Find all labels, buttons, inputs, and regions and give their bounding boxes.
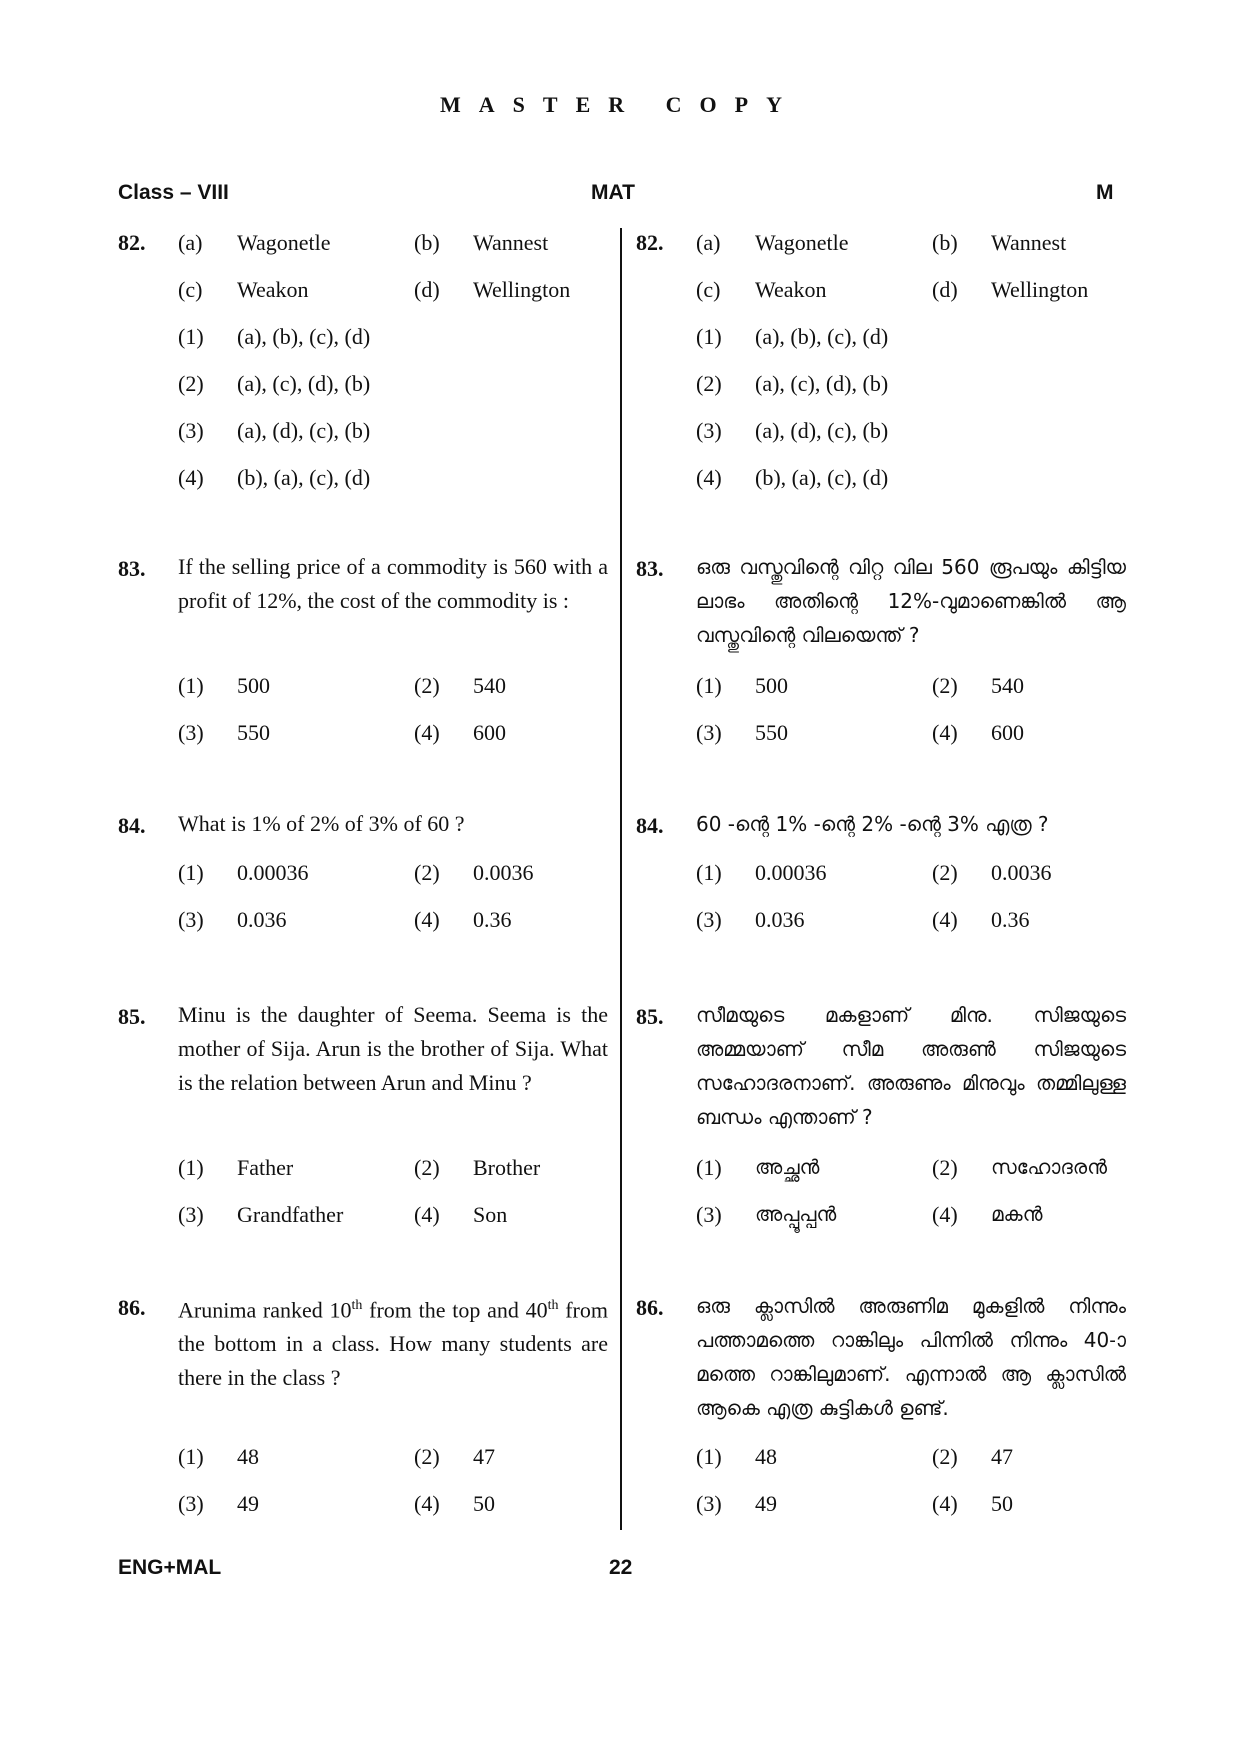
subject-label: MAT	[591, 181, 635, 204]
question-stem: സീമയുടെ മകളാണ് മിനു. സിജയുടെ അമ്മയാണ് സീമ അരുൺ സിജയുടെ സഹോദരനാണ്. അരുണും മിനുവും തമ്മിലുള്ള ബന്ധം എന്താണ് ?	[696, 1003, 1126, 1129]
question-number: 85.	[636, 1004, 664, 1029]
question-stem: ഒരു ക്ലാസിൽ അരുണിമ മുകളിൽ നിന്നും പത്താമത്തെ റാങ്കിലും പിന്നിൽ നിന്നും 40-ാമത്തെ റാങ്കിലുമാണ്. എന്നാൽ ആ ക്ലാസിൽ ആകെ എത്ര കുട്ടികൾ ഉണ്ട്.	[696, 1294, 1126, 1420]
malayalam-column: 82. (a) Wagonetle (b) Wannest (c) Weakon (d) Wellington (1) (a), (b), (c), (d) (2) (a), (c), (d), (b) (3) (a), (d), (c), (b) (4) (b), (a), (c), (d) 83. ഒരു വസ്തുവിന്റെ വിറ്റ വില 560 രൂപയും കിട്ടിയ ലാഭം അതിന്റെ 12%-വുമാണെങ്കിൽ ആ വസ്തുവിന്റെ വിലയെന്ത് ? (1) 500 (2) 540 (3) 550 (4) 600 84. 60 -ന്റെ 1% -ന്റെ 2% -ന്റെ 3% എത്ര ? (1) 0.00036 (2) 0.0036 (3) 0.036 (4) 0.36 85. സീമയുടെ മകളാണ് മിനു. സിജയുടെ അമ്മയാണ് സീമ അരുൺ സിജയുടെ സഹോദരനാണ്. അരുണും മിനുവും തമ്മിലുള്ള ബന്ധം എന്താണ് ? (1) അച്ഛൻ (2) സഹോദരൻ (3) അപ്പൂപ്പൻ (4) മകൻ 86. ഒരു ക്ലാസിൽ അരുണിമ മുകളിൽ നിന്നും പത്താമത്തെ റാങ്കിലും പിന്നിൽ നിന്നും 40-ാമത്തെ റാങ്കിലുമാണ്. എന്നാൽ ആ ക്ലാസിൽ ആകെ എത്ര കുട്ടികൾ ഉണ്ട്. (1) 48 (2) 47 (3) 49 (4) 50	[636, 230, 1126, 1516]
question-stem: 60 -ന്റെ 1% -ന്റെ 2% -ന്റെ 3% എത്ര ?	[696, 812, 1049, 836]
question-number: 86.	[118, 1295, 146, 1320]
paper-code: M	[1096, 181, 1114, 204]
question-number: 83.	[636, 556, 664, 581]
class-label: Class – VIII	[118, 181, 229, 204]
question-number: 83.	[118, 556, 146, 581]
question-number: 86.	[636, 1295, 664, 1320]
question-number: 85.	[118, 1004, 146, 1029]
question-number: 84.	[118, 813, 146, 838]
question-stem: Arunima ranked 10th from the top and 40th from the bottom in a class. How many students are there in the class ?	[178, 1297, 608, 1391]
master-copy-heading: MASTER COPY	[440, 92, 800, 117]
language-label: ENG+MAL	[118, 1556, 222, 1579]
question-stem: ഒരു വസ്തുവിന്റെ വിറ്റ വില 560 രൂപയും കിട്ടിയ ലാഭം അതിന്റെ 12%-വുമാണെങ്കിൽ ആ വസ്തുവിന്റെ വിലയെന്ത് ?	[696, 555, 1126, 647]
question-stem: If the selling price of a commodity is 560 with a profit of 12%, the cost of the commodity is :	[178, 554, 608, 613]
question-number: 82.	[636, 230, 664, 255]
question-number: 84.	[636, 813, 664, 838]
page-number: 22	[609, 1556, 633, 1579]
english-column: 82. (a) Wagonetle (b) Wannest (c) Weakon (d) Wellington (1) (a), (b), (c), (d) (2) (a), (c), (d), (b) (3) (a), (d), (c), (b) (4) (b), (a), (c), (d) 83. If the selling price of a commodity is 560 with a profit of 12%, the cost of the commodity is : (1) 500 (2) 540 (3) 550 (4) 600 84. What is 1% of 2% of 3% of 60 ? (1) 0.00036 (2) 0.0036 (3) 0.036 (4) 0.36 85. Minu is the daughter of Seema. Seema is the mother of Sija. Arun is the brother of Sija. What is the relation between Arun and Minu ? (1) Father (2) Brother (3) Grandfather (4) Son 86. Arunima ranked 10th from the top and 40th from the bottom in a class. How many students are there in the class ? (1) 48 (2) 47 (3) 49 (4) 50	[118, 230, 608, 1516]
question-stem: What is 1% of 2% of 3% of 60 ?	[178, 811, 465, 836]
question-stem: Minu is the daughter of Seema. Seema is the mother of Sija. Arun is the brother of Sija. What is the relation between Arun and Minu ?	[178, 1002, 608, 1095]
question-number: 82.	[118, 230, 146, 255]
